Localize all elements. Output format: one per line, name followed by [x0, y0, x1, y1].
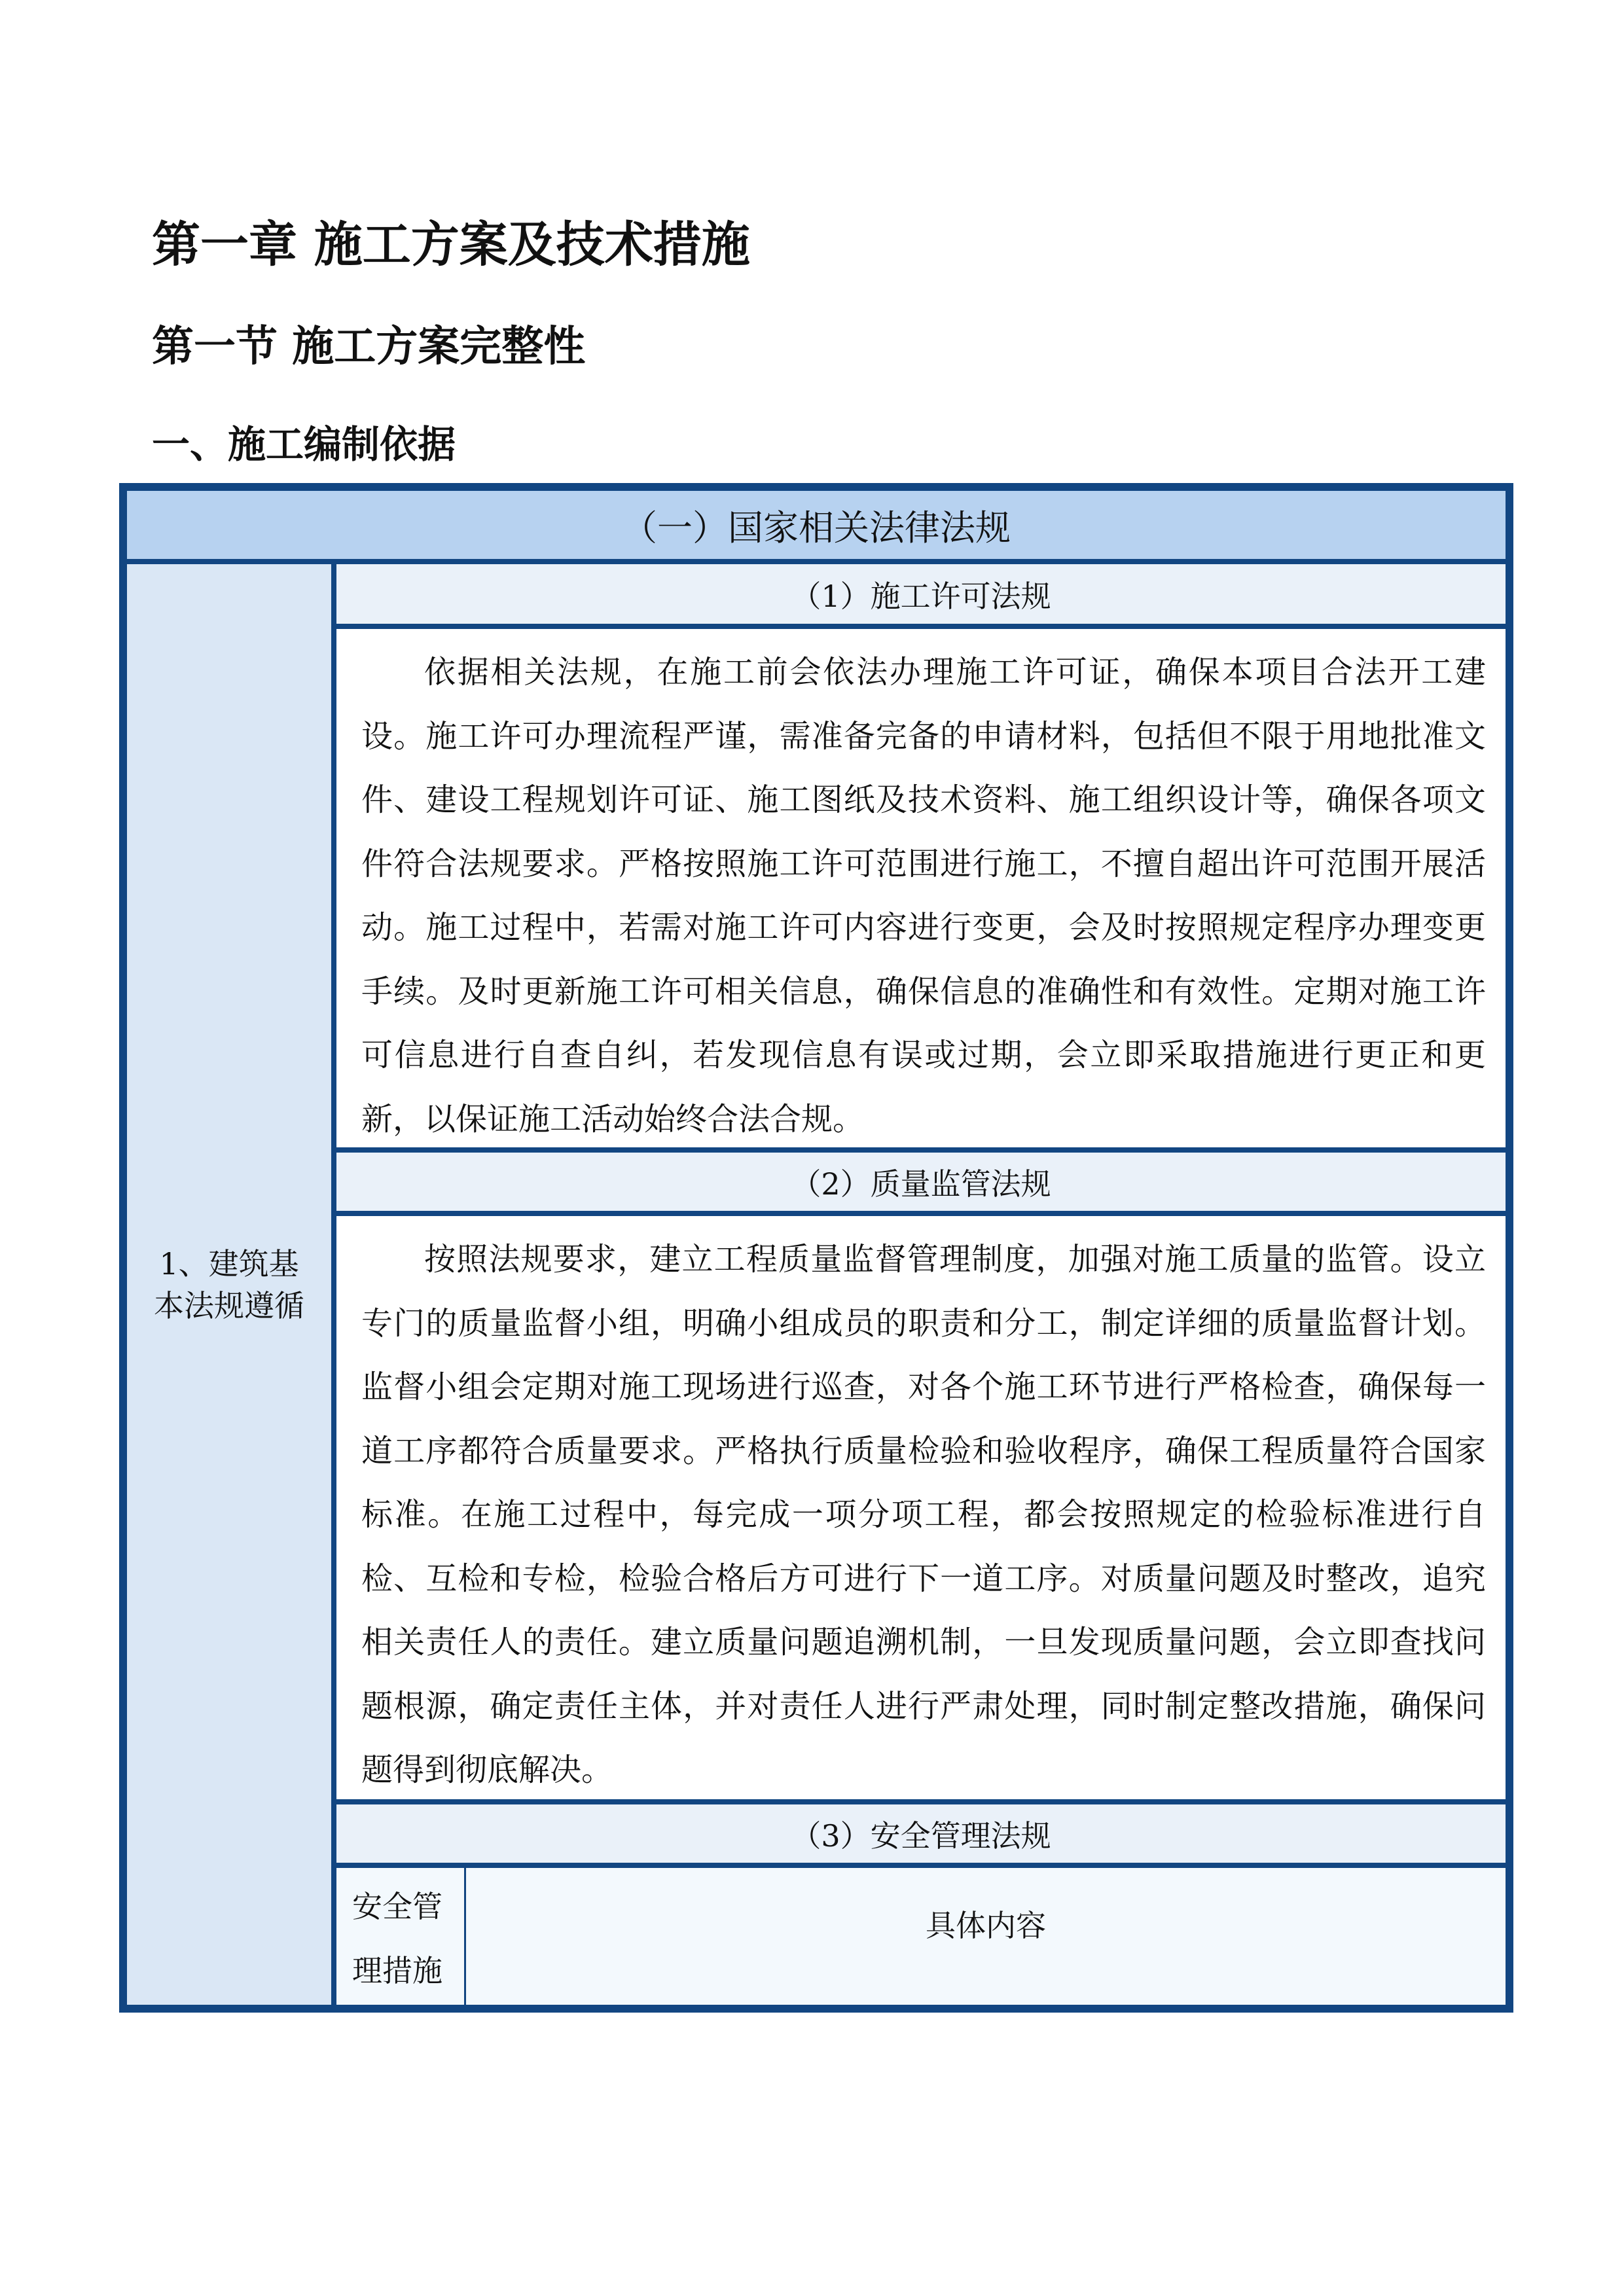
regulations-table	[119, 483, 1513, 2013]
chapter-title: 第一章 施工方案及技术措施	[152, 217, 750, 273]
paragraph: 依据相关法规，在施工前会依法办理施工许可证，确保本项目合法开工建设。施工许可办理流程严谨，需准备完备的申请材料，包括但不限于用地批准文件、建设工程规划许可证、施工图纸及技术资料、施工组织设计等，确保各项文件符合法规要求。严格按照施工许可范围进行施工，不擅自超出许可范围开展活动。施工过程中，若需对施工许可内容进行变更，会及时按照规定程序办理变更手续。及时更新施工许可相关信息，确保信息的准确性和有效性。定期对施工许可信息进行自查自纠，若发现信息有误或过期，会立即采取措施进行更正和更新，以保证施工活动始终合法合规。	[361, 654, 1486, 1138]
section-title: 第一节 施工方案完整性	[152, 323, 586, 371]
left-category-label: 1、建筑基本法规遵循	[127, 564, 336, 2005]
row-title-safety: （3）安全管理法规	[336, 1804, 1506, 1868]
row-title-quality: （2）质量监管法规	[336, 1153, 1506, 1216]
row-text-permit	[336, 629, 1506, 1153]
row-title-permit: （1）施工许可法规	[336, 564, 1506, 629]
safety-measures-row	[336, 1868, 1506, 2005]
measure-label: 安全管理措施	[336, 1868, 466, 2005]
subsection-title: 一、施工编制依据	[152, 422, 456, 467]
table-header: （一）国家相关法律法规	[127, 491, 1506, 564]
content-label: 具体内容	[926, 1908, 1046, 1943]
row-text-quality	[336, 1216, 1506, 1804]
paragraph: 按照法规要求，建立工程质量监督管理制度，加强对施工质量的监管。设立专门的质量监督小组，明确小组成员的职责和分工，制定详细的质量监督计划。监督小组会定期对施工现场进行巡查，对各个施工环节进行严格检查，确保每一道工序都符合质量要求。严格执行质量检验和验收程序，确保工程质量符合国家标准。在施工过程中，每完成一项分项工程，都会按照规定的检验标准进行自检、互检和专检，检验合格后方可进行下一道工序。对质量问题及时整改，追究相关责任人的责任。建立质量问题追溯机制，一旦发现质量问题，会立即查找问题根源，确定责任主体，并对责任人进行严肃处理，同时制定整改措施，确保问题得到彻底解决。	[361, 1241, 1486, 1788]
